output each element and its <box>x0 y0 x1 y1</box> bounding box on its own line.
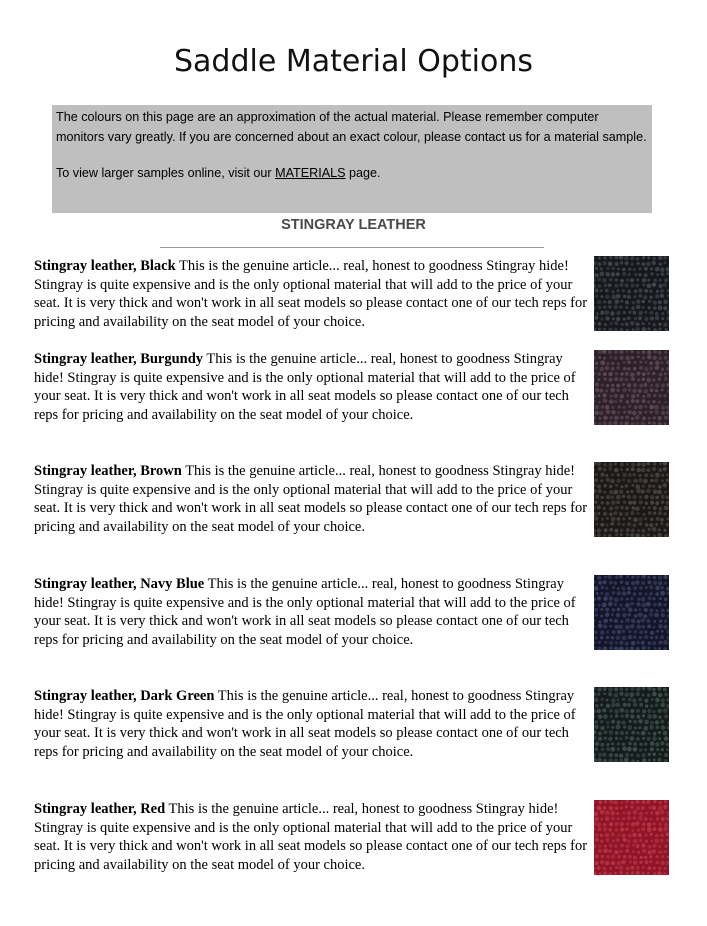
notice-link-prefix: To view larger samples online, visit our <box>56 166 276 180</box>
material-description: This is the genuine article... real, honest to goodness Stingray hide! Stingray is quite expensive and is the only optional material that will add to the price of your seat. It is very thick and won't work in all seat models so please contact one of our tech reps for pricing and availability on the seat model of your choice. <box>34 351 576 423</box>
material-description: This is the genuine article... real, honest to goodness Stingray hide! Stingray is quite expensive and is the only optional material that will add to the price of your seat. It is very thick and won't work in all seat models so please contact one of our tech reps for pricing and availability on the seat model of your choice. <box>34 463 588 535</box>
stingray-texture <box>594 462 669 537</box>
material-entry <box>34 350 590 424</box>
stingray-texture <box>594 350 669 425</box>
material-swatch <box>594 350 669 425</box>
notice-box <box>52 105 652 213</box>
section-title: STINGRAY LEATHER <box>281 217 426 233</box>
material-name: Stingray leather, Black <box>34 258 176 274</box>
material-entry <box>34 462 590 536</box>
material-description: This is the genuine article... real, honest to goodness Stingray hide! Stingray is quite expensive and is the only optional material that will add to the price of your seat. It is very thick and won't work in all seat models so please contact one of our tech reps for pricing and availability on the seat model of your choice. <box>34 576 576 648</box>
stingray-texture <box>594 687 669 762</box>
material-entry <box>34 257 590 331</box>
section-divider <box>160 247 544 248</box>
materials-link[interactable]: MATERIALS <box>275 166 346 180</box>
material-description: This is the genuine article... real, honest to goodness Stingray hide! Stingray is quite expensive and is the only optional material that will add to the price of your seat. It is very thick and won't work in all seat models so please contact one of our tech reps for pricing and availability on the seat model of your choice. <box>34 688 576 760</box>
material-swatch <box>594 687 669 762</box>
page-title: Saddle Material Options <box>173 44 533 79</box>
notice-link-line <box>56 164 648 184</box>
material-name: Stingray leather, Brown <box>34 463 182 479</box>
material-name: Stingray leather, Burgundy <box>34 351 204 367</box>
material-description: This is the genuine article... real, honest to goodness Stingray hide! Stingray is quite expensive and is the only optional material that will add to the price of your seat. It is very thick and won't work in all seat models so please contact one of our tech reps for pricing and availability on the seat model of your choice. <box>34 258 588 330</box>
material-entry <box>34 800 590 874</box>
notice-text: The colours on this page are an approximation of the actual material. Please remember computer monitors vary greatly. If you are concerned about an exact colour, please contact us for a material sample. <box>56 110 647 144</box>
material-name: Stingray leather, Dark Green <box>34 688 215 704</box>
material-description: This is the genuine article... real, honest to goodness Stingray hide! Stingray is quite expensive and is the only optional material that will add to the price of your seat. It is very thick and won't work in all seat models so please contact one of our tech reps for pricing and availability on the seat model of your choice. <box>34 801 588 873</box>
material-swatch <box>594 800 669 875</box>
material-swatch <box>594 575 669 650</box>
material-swatch <box>594 256 669 331</box>
stingray-texture <box>594 800 669 875</box>
material-entry <box>34 687 590 761</box>
stingray-texture <box>594 575 669 650</box>
material-name: Stingray leather, Red <box>34 801 166 817</box>
material-name: Stingray leather, Navy Blue <box>34 576 205 592</box>
stingray-texture <box>594 256 669 331</box>
material-swatch <box>594 462 669 537</box>
material-entry <box>34 575 590 649</box>
notice-link-suffix: page. <box>345 166 381 180</box>
